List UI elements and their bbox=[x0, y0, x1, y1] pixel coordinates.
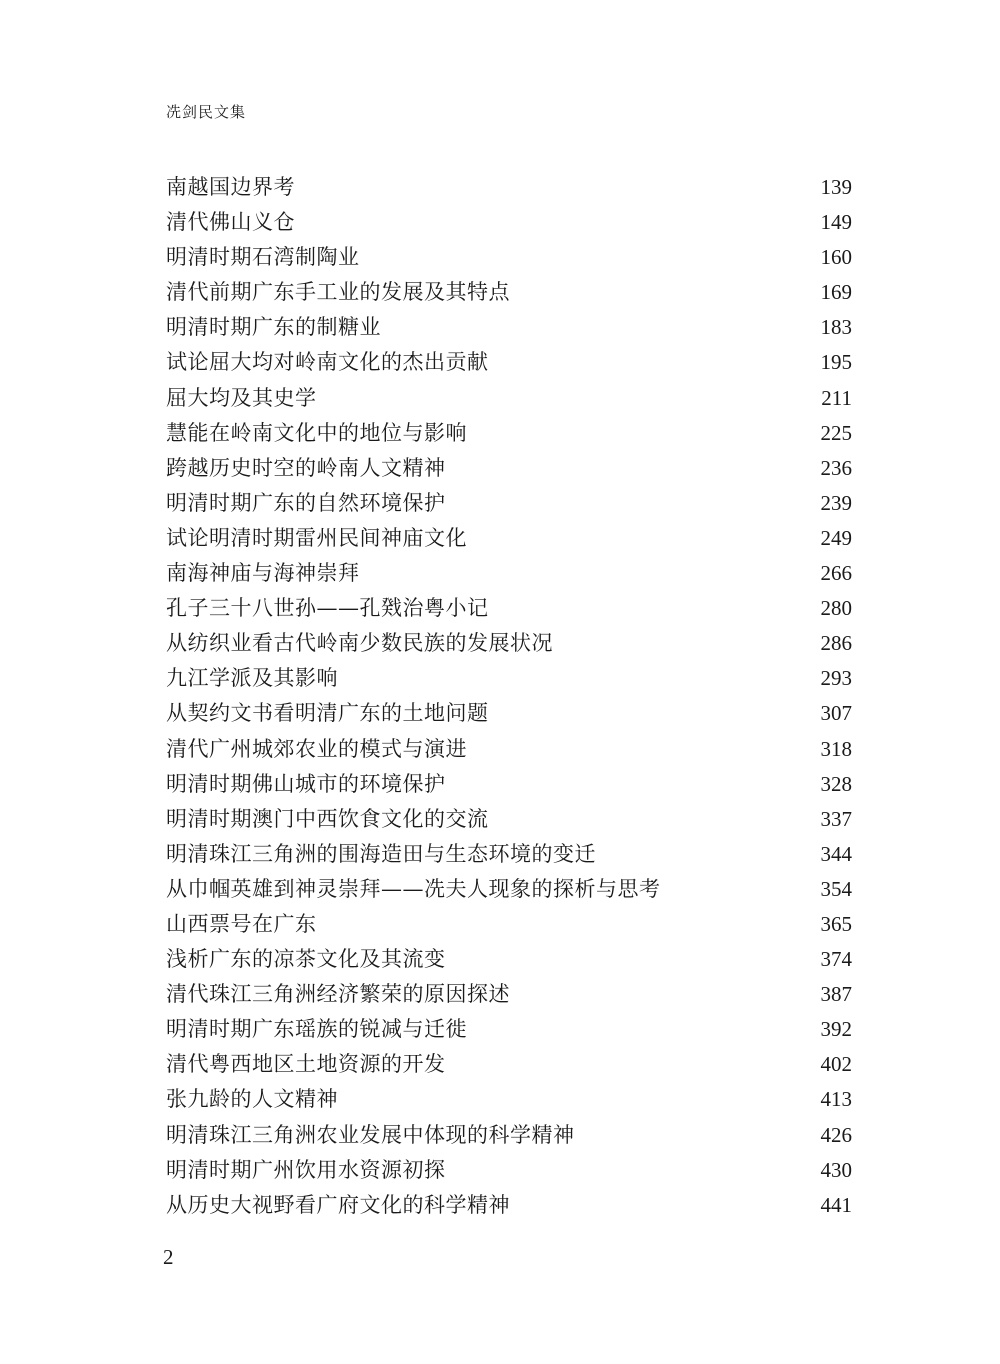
toc-entry[interactable] bbox=[166, 1153, 852, 1188]
toc-entry[interactable] bbox=[166, 556, 852, 591]
toc-entry-title: 山西票号在广东 bbox=[166, 911, 317, 936]
toc-entry-page-number: 139 bbox=[820, 175, 852, 199]
page-number: 2 bbox=[163, 1245, 174, 1269]
toc-entry[interactable] bbox=[166, 802, 852, 837]
toc-entry-page-number: 392 bbox=[820, 1017, 852, 1042]
toc-entry-page-number: 328 bbox=[820, 771, 852, 796]
toc-entry[interactable] bbox=[166, 205, 852, 240]
toc-entry[interactable] bbox=[166, 696, 852, 731]
toc-entry-page-number: 337 bbox=[820, 806, 852, 831]
toc-entry[interactable] bbox=[166, 661, 852, 696]
toc-entry-page-number: 344 bbox=[820, 841, 852, 866]
toc-entry-title: 从历史大视野看广府文化的科学精神 bbox=[166, 1192, 510, 1217]
toc-entry[interactable] bbox=[166, 837, 852, 872]
toc-entry-page-number: 286 bbox=[820, 631, 852, 656]
toc-entry[interactable] bbox=[166, 486, 852, 521]
toc-entry-title: 明清时期石湾制陶业 bbox=[166, 245, 360, 270]
toc-entry[interactable] bbox=[166, 1082, 852, 1117]
toc-entry[interactable] bbox=[166, 275, 852, 310]
toc-entry-title: 清代佛山义仓 bbox=[166, 210, 295, 235]
toc-entry[interactable] bbox=[166, 345, 852, 380]
toc-entry-title: 孔子三十八世孙——孔戣治粤小记 bbox=[166, 596, 489, 621]
toc-entry-page-number: 239 bbox=[820, 490, 852, 515]
toc-entry-page-number: 266 bbox=[820, 561, 852, 586]
toc-entry-page-number: 149 bbox=[820, 210, 852, 235]
toc-entry-title: 明清时期广东瑶族的锐减与迁徙 bbox=[166, 1017, 467, 1042]
toc-entry-title: 清代广州城郊农业的模式与演进 bbox=[166, 736, 467, 761]
toc-entry-page-number: 387 bbox=[820, 982, 852, 1007]
toc-entry-title: 屈大均及其史学 bbox=[166, 385, 317, 410]
toc-entry-title: 清代前期广东手工业的发展及其特点 bbox=[166, 280, 510, 305]
toc-entry[interactable] bbox=[166, 767, 852, 802]
toc-entry-page-number: 160 bbox=[820, 245, 852, 270]
toc-entry[interactable] bbox=[166, 521, 852, 556]
toc-entry-title: 试论屈大均对岭南文化的杰出贡献 bbox=[166, 350, 489, 375]
toc-entry[interactable] bbox=[166, 732, 852, 767]
toc-entry-title: 明清时期澳门中西饮食文化的交流 bbox=[166, 806, 489, 831]
toc-entry[interactable] bbox=[166, 170, 852, 205]
toc-entry[interactable] bbox=[166, 1047, 852, 1082]
toc-entry-page-number: 441 bbox=[820, 1192, 852, 1217]
toc-entry-page-number: 365 bbox=[820, 911, 852, 936]
toc-entry-title: 试论明清时期雷州民间神庙文化 bbox=[166, 525, 467, 550]
toc-entry-page-number: 318 bbox=[820, 736, 852, 761]
toc-entry[interactable] bbox=[166, 240, 852, 275]
toc-entry-title: 浅析广东的凉茶文化及其流变 bbox=[166, 947, 446, 972]
toc-entry-title: 张九龄的人文精神 bbox=[166, 1087, 338, 1112]
toc-entry[interactable] bbox=[166, 451, 852, 486]
toc-entry-title: 南海神庙与海神崇拜 bbox=[166, 561, 360, 586]
toc-entry-page-number: 249 bbox=[820, 525, 852, 550]
toc-entry-page-number: 169 bbox=[820, 280, 852, 305]
toc-entry[interactable] bbox=[166, 1118, 852, 1153]
toc-entry-title: 明清时期广东的自然环境保护 bbox=[166, 490, 446, 515]
toc-entry-page-number: 413 bbox=[820, 1087, 852, 1112]
toc-entry-title: 明清珠江三角洲农业发展中体现的科学精神 bbox=[166, 1122, 575, 1147]
toc-entry-title: 从巾帼英雄到神灵崇拜——冼夫人现象的探析与思考 bbox=[166, 876, 661, 901]
toc-entry[interactable] bbox=[166, 381, 852, 416]
toc-entry-page-number: 293 bbox=[820, 666, 852, 691]
toc-entry-title: 明清珠江三角洲的围海造田与生态环境的变迁 bbox=[166, 841, 596, 866]
toc-entry-title: 慧能在岭南文化中的地位与影响 bbox=[166, 420, 467, 445]
toc-entry-page-number: 430 bbox=[820, 1157, 852, 1182]
toc-entry[interactable] bbox=[166, 416, 852, 451]
toc-entry[interactable] bbox=[166, 626, 852, 661]
toc-entry[interactable] bbox=[166, 907, 852, 942]
toc-entry-page-number: 280 bbox=[820, 596, 852, 621]
toc-entry[interactable] bbox=[166, 1188, 852, 1223]
toc-entry[interactable] bbox=[166, 591, 852, 626]
toc-entry[interactable] bbox=[166, 977, 852, 1012]
toc-entry-title: 明清时期广州饮用水资源初探 bbox=[166, 1157, 446, 1182]
running-header: 冼剑民文集 bbox=[166, 103, 247, 121]
table-of-contents bbox=[166, 170, 852, 1223]
toc-entry-title: 从契约文书看明清广东的土地问题 bbox=[166, 701, 489, 726]
toc-entry-page-number: 236 bbox=[820, 455, 852, 480]
toc-entry[interactable] bbox=[166, 942, 852, 977]
toc-entry-page-number: 195 bbox=[820, 350, 852, 375]
toc-entry-page-number: 402 bbox=[820, 1052, 852, 1077]
toc-entry-page-number: 354 bbox=[820, 876, 852, 901]
toc-entry-title: 明清时期佛山城市的环境保护 bbox=[166, 771, 446, 796]
toc-entry-title: 清代珠江三角洲经济繁荣的原因探述 bbox=[166, 982, 510, 1007]
toc-entry-page-number: 211 bbox=[821, 385, 852, 410]
toc-entry-title: 清代粤西地区土地资源的开发 bbox=[166, 1052, 446, 1077]
toc-entry[interactable] bbox=[166, 1012, 852, 1047]
toc-entry-page-number: 183 bbox=[820, 315, 852, 340]
toc-entry[interactable] bbox=[166, 310, 852, 345]
toc-entry-title: 南越国边界考 bbox=[166, 175, 295, 199]
toc-entry-title: 跨越历史时空的岭南人文精神 bbox=[166, 455, 446, 480]
toc-entry-page-number: 426 bbox=[820, 1122, 852, 1147]
toc-entry[interactable] bbox=[166, 872, 852, 907]
toc-entry-title: 明清时期广东的制糖业 bbox=[166, 315, 381, 340]
toc-entry-page-number: 225 bbox=[820, 420, 852, 445]
toc-entry-title: 从纺织业看古代岭南少数民族的发展状况 bbox=[166, 631, 553, 656]
toc-entry-page-number: 374 bbox=[820, 947, 852, 972]
toc-entry-title: 九江学派及其影响 bbox=[166, 666, 338, 691]
toc-entry-page-number: 307 bbox=[820, 701, 852, 726]
